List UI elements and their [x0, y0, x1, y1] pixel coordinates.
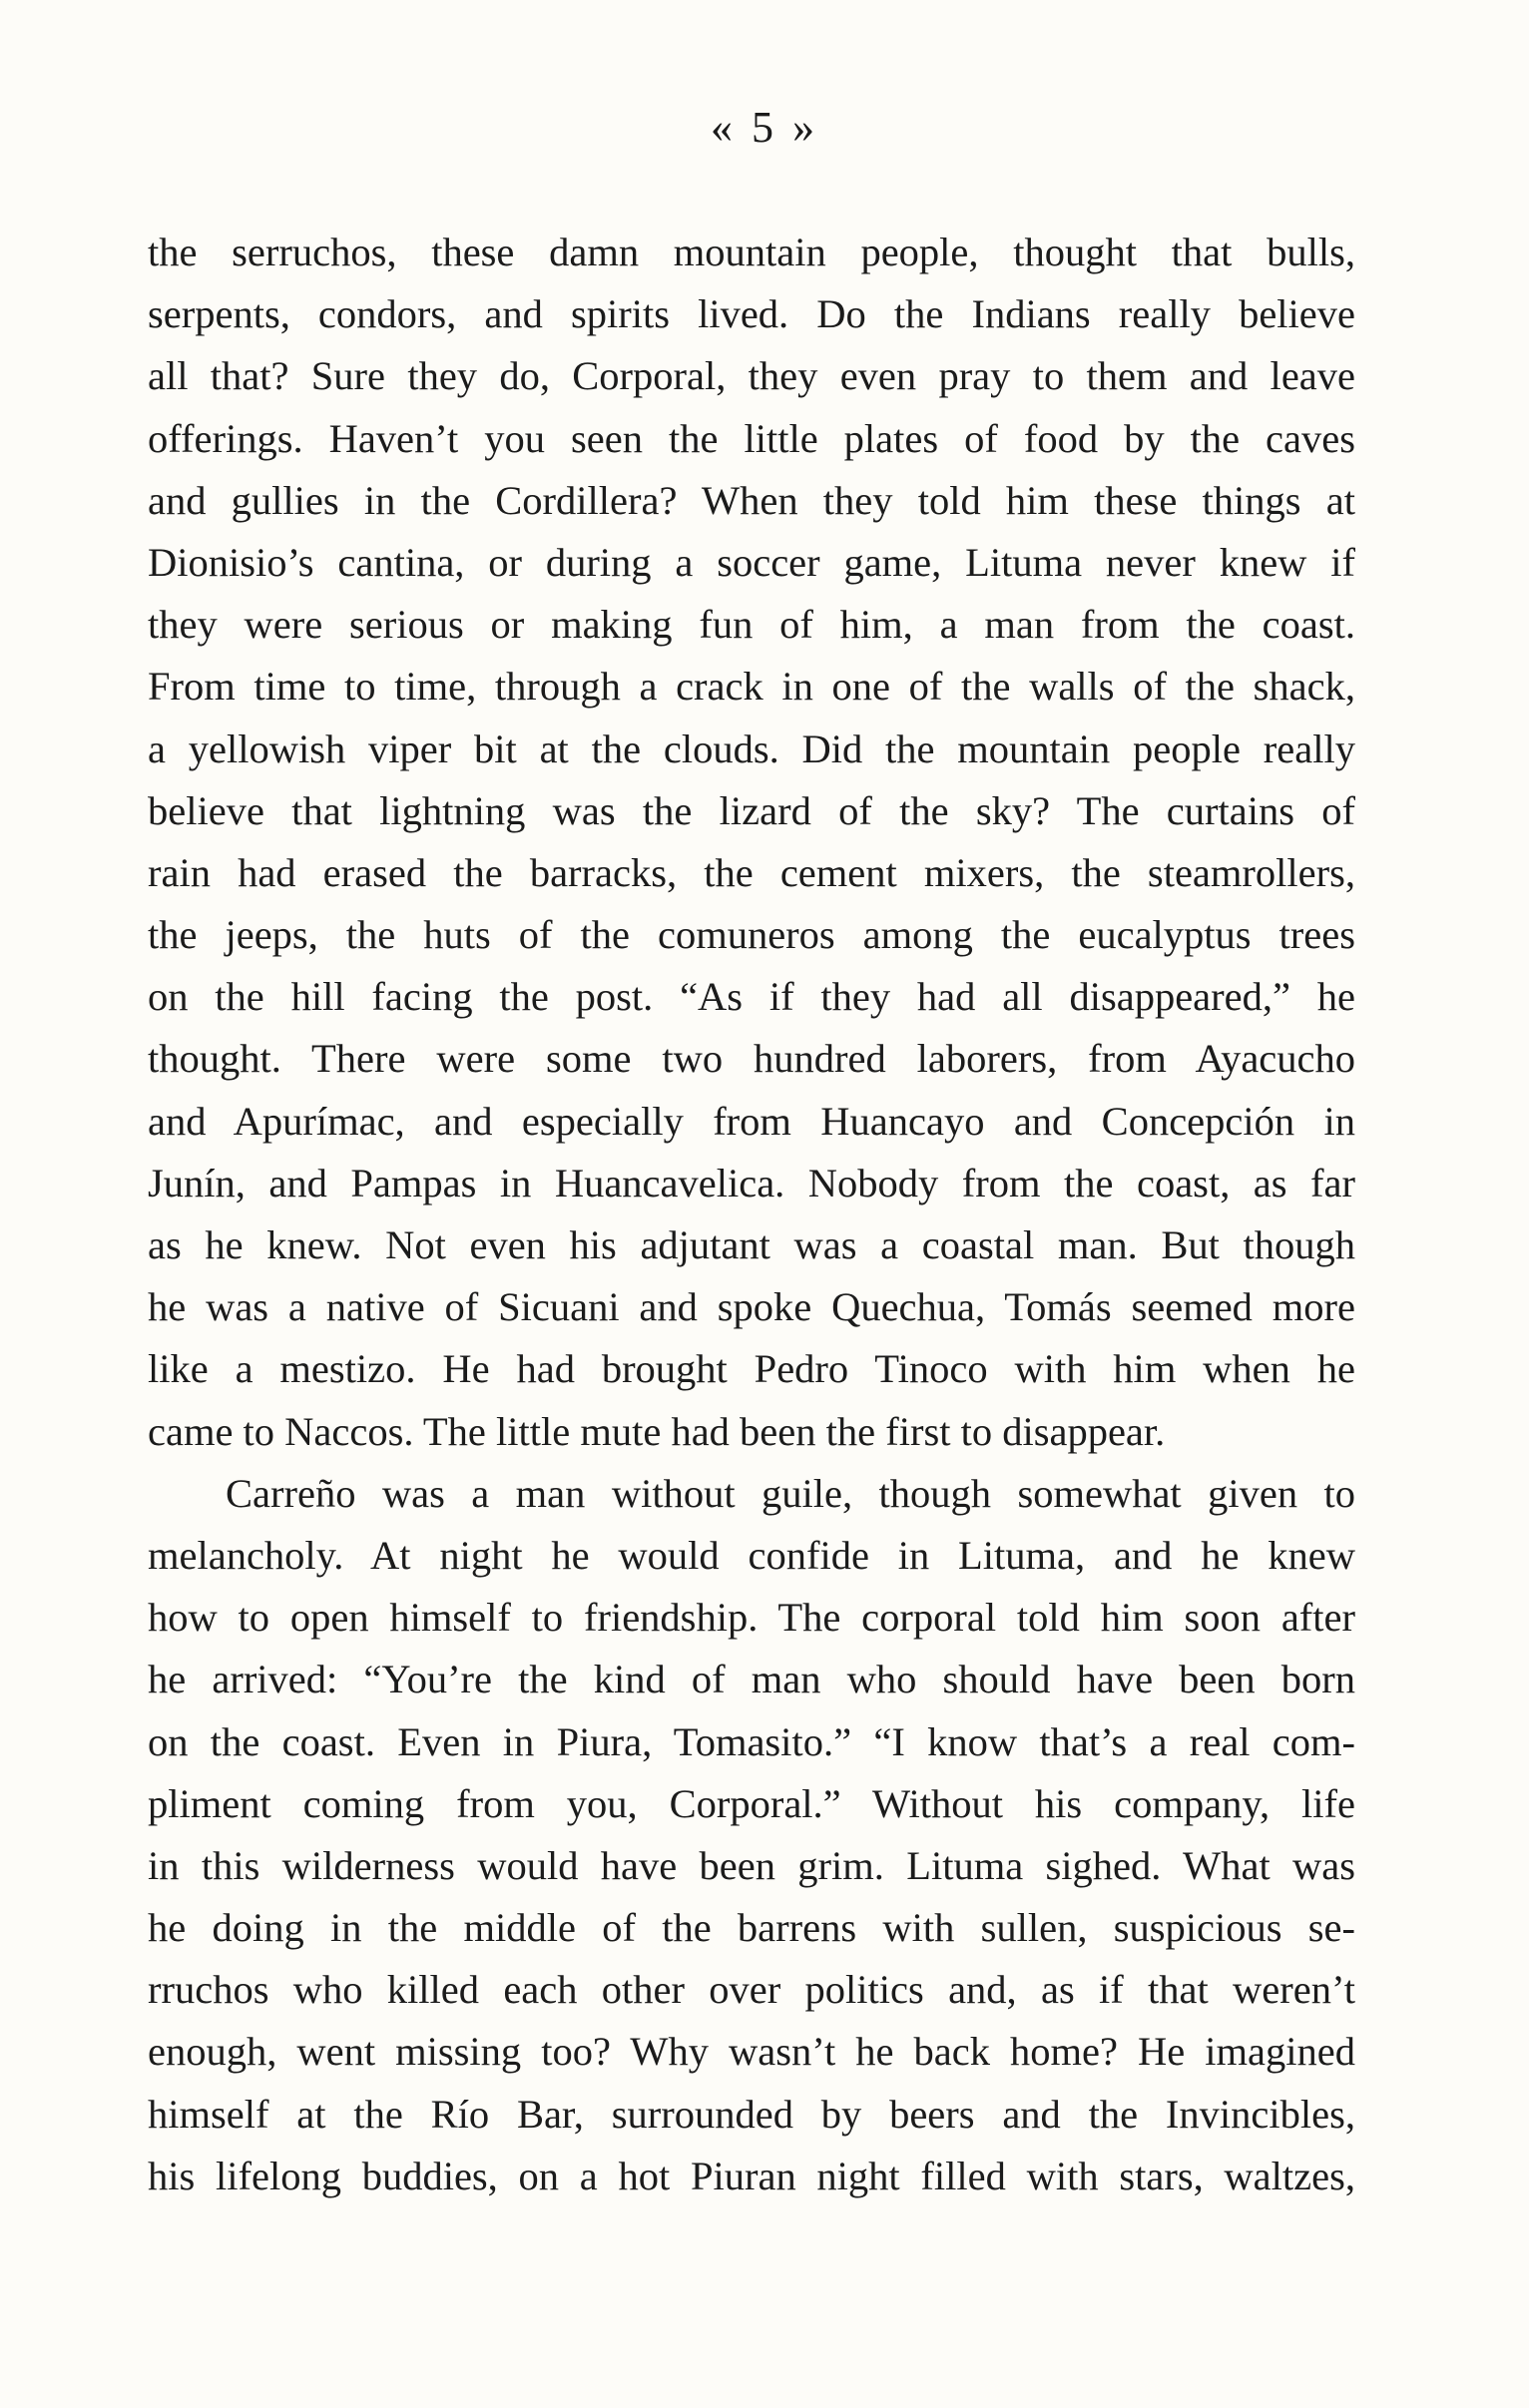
text-line: enough, went missing too? Why wasn’t he back home? He imagined: [148, 2029, 1355, 2075]
text-line: came to Naccos. The little mute had been the first to disappear.: [148, 1408, 1166, 1454]
text-line: melancholy. At night he would confide in Lituma, and he knew: [148, 1532, 1355, 1578]
text-line: and Apurímac, and especially from Huancayo and Concepción in: [148, 1098, 1355, 1144]
text-line: believe that lightning was the lizard of the sky? The curtains of: [148, 787, 1355, 833]
text-line: serpents, condors, and spirits lived. Do the Indians really believe: [148, 291, 1355, 337]
text-line: in this wilderness would have been grim. Lituma sighed. What was: [148, 1842, 1355, 1888]
text-line: and gullies in the Cordillera? When they told him these things at: [148, 477, 1355, 523]
text-line: as he knew. Not even his adjutant was a coastal man. But though: [148, 1222, 1355, 1267]
text-line: himself at the Río Bar, surrounded by beers and the Invincibles,: [148, 2091, 1355, 2137]
text-line: on the coast. Even in Piura, Tomasito.” “I know that’s a real com-: [148, 1718, 1355, 1764]
text-line: Dionisio’s cantina, or during a soccer game, Lituma never knew if: [148, 539, 1355, 585]
text-line: he arrived: “You’re the kind of man who should have been born: [148, 1657, 1355, 1702]
text-line: From time to time, through a crack in one of the walls of the shack,: [148, 664, 1355, 710]
text-line: Junín, and Pampas in Huancavelica. Nobody from the coast, as far: [148, 1160, 1355, 1205]
text-line: pliment coming from you, Corporal.” Without his company, life: [148, 1780, 1355, 1826]
text-line: how to open himself to friendship. The corporal told him soon after: [148, 1595, 1355, 1641]
text-line: thought. There were some two hundred laborers, from Ayacucho: [148, 1036, 1355, 1082]
text-line: rain had erased the barracks, the cement mixers, the steamrollers,: [148, 849, 1355, 895]
text-line: they were serious or making fun of him, a man from the coast.: [148, 602, 1355, 648]
text-line: he doing in the middle of the barrens with sullen, suspicious se-: [148, 1905, 1355, 1951]
body-text: [148, 222, 1355, 2207]
text-line: offerings. Haven’t you seen the little plates of food by the caves: [148, 415, 1355, 461]
text-line: his lifelong buddies, on a hot Piuran night filled with stars, waltzes,: [148, 2153, 1355, 2198]
text-line: the jeeps, the huts of the comuneros among the eucalyptus trees: [148, 912, 1355, 958]
text-line: Carreño was a man without guile, though somewhat given to: [226, 1470, 1355, 1516]
text-line: he was a native of Sicuani and spoke Quechua, Tomás seemed more: [148, 1284, 1355, 1330]
text-line: a yellowish viper bit at the clouds. Did the mountain people really: [148, 725, 1355, 771]
text-line: the serruchos, these damn mountain people, thought that bulls,: [148, 230, 1355, 274]
paragraph: [148, 1463, 1355, 2207]
text-line: all that? Sure they do, Corporal, they even pray to them and leave: [148, 353, 1355, 399]
text-line: rruchos who killed each other over politics and, as if that weren’t: [148, 1967, 1355, 2013]
page-number-header: « 5 »: [711, 103, 818, 152]
text-line: like a mestizo. He had brought Pedro Tinoco with him when he: [148, 1346, 1355, 1392]
text-line: on the hill facing the post. “As if they had all disappeared,” he: [148, 974, 1355, 1020]
paragraph: [148, 222, 1355, 1463]
